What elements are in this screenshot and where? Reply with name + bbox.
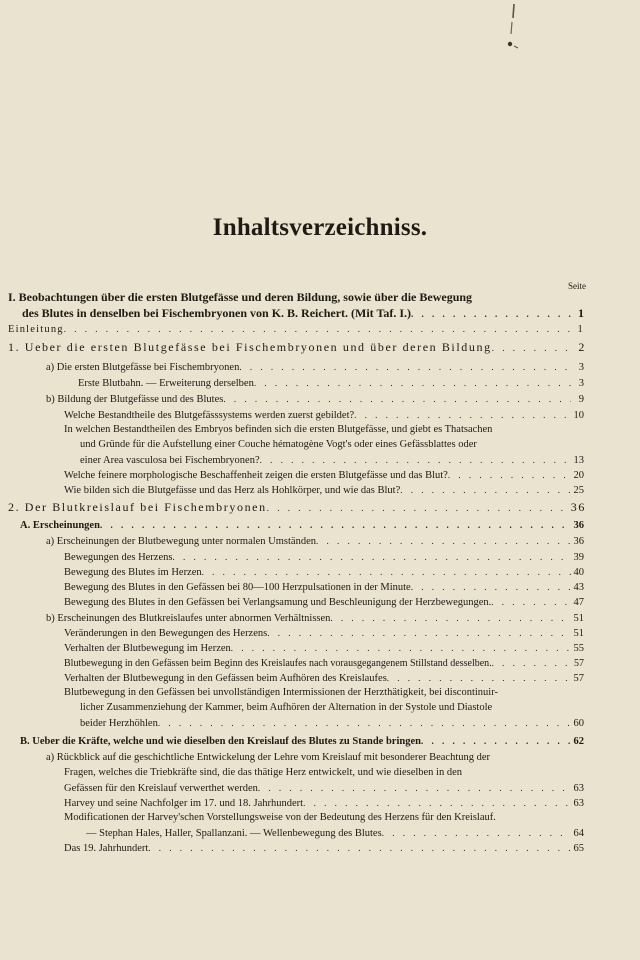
entry-text: Bewegungen des Herzens (64, 552, 173, 563)
page-number: 43 (573, 582, 584, 593)
page-number: 36 (570, 500, 586, 514)
entry-text: Erste Blutbahn. — Erweiterung derselben (78, 378, 254, 389)
entry-text: b) Bildung der Blutgefässe und des Blutes (46, 394, 224, 405)
toc-entry-einleitung[interactable] (8, 322, 584, 336)
entry-text: b) Erscheinungen des Blutkreislaufes unter abnormen Verhältnissen (46, 613, 331, 624)
page-number: 51 (573, 613, 584, 624)
entry-text: Bewegung des Blutes in den Gefässen bei 80—100 Herzpulsationen in der Minute (64, 582, 411, 593)
toc-entry-Aa2[interactable] (64, 565, 584, 579)
page-number: 1 (577, 324, 584, 335)
leader-dots (411, 580, 571, 594)
page-number: 1 (578, 306, 584, 320)
page-number: 36 (573, 536, 584, 547)
leader-dots (267, 626, 570, 640)
toc-entry-1b[interactable] (46, 392, 584, 406)
entry-text: Verhalten der Blutbewegung in den Gefässen beim Aufhören des Kreislaufes (64, 673, 387, 684)
page-number: 36 (573, 520, 584, 531)
entry-text: Welche Bestandtheile des Blutgefässsystems werden zuerst gebildet? (64, 410, 355, 421)
toc-entry-Ab1[interactable] (64, 626, 584, 640)
page-number: 55 (573, 643, 584, 654)
toc-entry-part-i[interactable] (22, 306, 584, 320)
leader-dots (492, 656, 571, 670)
toc-entry-chapter-1[interactable] (8, 340, 586, 354)
entry-text: Welche feinere morphologische Beschaffenheit zeigen die ersten Blutgefässe und das Blut? (64, 470, 448, 481)
toc-entry-1b-q2[interactable] (80, 453, 584, 467)
page-number: 57 (573, 673, 584, 684)
leader-dots (260, 453, 571, 467)
toc-entry-Ba1[interactable] (64, 796, 584, 810)
entry-text: — Stephan Hales, Haller, Spallanzani. — Wellenbewegung des Blutes (86, 828, 382, 839)
page-title: Inhaltsverzeichniss. (212, 214, 428, 241)
leader-dots (202, 565, 571, 579)
page-number: 64 (573, 828, 584, 839)
entry-text: Blutbewegung in den Gefässen beim Beginn des Kreislaufes nach vorausgegangenem Stillstand desselben. (64, 658, 492, 669)
leader-dots (400, 483, 570, 497)
toc-entry-Ba2[interactable] (86, 826, 584, 840)
toc-entry-Ba3[interactable] (64, 841, 584, 855)
page-number: 20 (573, 470, 584, 481)
entry-text: Bewegung des Blutes im Herzen (64, 567, 202, 578)
toc-entry-Ba-line2: Fragen, welches die Triebkräfte sind, die das thätige Herz entwickelt, und wie dieselben in den (64, 767, 463, 778)
entry-text: des Blutes in denselben bei Fischembryonen von K. B. Reichert. (Mit Taf. I.) (22, 306, 412, 320)
entry-text: beider Herzhöhlen (80, 718, 158, 729)
leader-dots (448, 468, 571, 482)
leader-dots (239, 360, 571, 374)
toc-entry-1b-q3[interactable] (64, 468, 584, 482)
leader-dots (492, 341, 573, 354)
page-number: 47 (573, 597, 584, 608)
page-number: 60 (573, 718, 584, 729)
entry-text: a) Die ersten Blutgefässe bei Fischembryonen (46, 362, 240, 373)
toc-entry-Ba2-line1: Modificationen der Harvey'schen Vorstellungsweise von der Bedeutung des Herzens für den Kreislauf. (64, 812, 496, 823)
ink-mark-icon (500, 2, 524, 54)
toc-entry-Ab5-line1: Blutbewegung in den Gefässen bei unvollständigen Intermissionen der Herzthätigkeit, bei discontinuir- (64, 687, 498, 698)
entry-text: 1. Ueber die ersten Blutgefässe bei Fischembryonen und über deren Bildung (8, 340, 492, 354)
page-number: 10 (573, 410, 584, 421)
leader-dots (387, 671, 571, 685)
entry-text: Veränderungen in den Bewegungen des Herzens (64, 628, 268, 639)
toc-entry-Ba[interactable] (64, 781, 584, 795)
entry-text: Verhalten der Blutbewegung im Herzen (64, 643, 231, 654)
entry-text: a) Erscheinungen der Blutbewegung unter normalen Umständen (46, 536, 317, 547)
leader-dots (148, 841, 570, 855)
leader-dots (411, 307, 571, 320)
entry-text: 2. Der Blutkreislauf bei Fischembryonen (8, 500, 267, 514)
leader-dots (354, 408, 570, 422)
entry-text: einer Area vasculosa bei Fischembryonen? (80, 455, 260, 466)
seite-label: Seite (568, 281, 586, 291)
toc-entry-Aa4[interactable] (64, 595, 584, 609)
leader-dots (172, 550, 570, 564)
toc-entry-chapter-2[interactable] (8, 500, 586, 514)
toc-entry-1b-q4[interactable] (64, 483, 584, 497)
toc-entry-Ab4[interactable] (64, 671, 584, 685)
leader-dots (223, 392, 571, 406)
leader-dots (258, 781, 571, 795)
page-number: 39 (573, 552, 584, 563)
entry-text: Wie bilden sich die Blutgefässe und das Herz als Hohlkörper, und wie das Blut? (64, 485, 401, 496)
entry-text: B. Ueber die Kräfte, welche und wie dieselben den Kreislauf des Blutes zu Stande bringen (20, 736, 421, 747)
toc-entry-Ab3[interactable] (64, 656, 584, 670)
leader-dots (158, 716, 571, 730)
toc-entry-1a-sub[interactable] (78, 376, 584, 390)
toc-entry-1b-q1[interactable] (64, 408, 584, 422)
toc-entry-B[interactable] (20, 734, 584, 748)
leader-dots (316, 534, 570, 548)
page-number: 62 (573, 736, 584, 747)
entry-text: A. Erscheinungen (20, 520, 100, 531)
leader-dots (421, 734, 571, 748)
entry-text: Das 19. Jahrhundert (64, 843, 149, 854)
entry-text: Bewegung des Blutes in den Gefässen bei Verlangsamung und Beschleunigung der Herzbewegungen. (64, 597, 492, 608)
leader-dots (330, 611, 570, 625)
page-number: 3 (578, 362, 584, 373)
page-number: 40 (573, 567, 584, 578)
toc-entry-Aa1[interactable] (64, 550, 584, 564)
page-number: 13 (573, 455, 584, 466)
page-number: 25 (573, 485, 584, 496)
page-number: 57 (574, 658, 584, 669)
page-number: 63 (573, 798, 584, 809)
leader-dots (491, 595, 570, 609)
entry-text: Einleitung (8, 324, 64, 335)
leader-dots (267, 501, 568, 514)
leader-dots (231, 641, 571, 655)
part-i-title-line1: I. Beobachtungen über die ersten Blutgefässe und deren Bildung, sowie über die Bewegung (8, 290, 473, 304)
leader-dots (254, 376, 571, 390)
entry-text: Gefässen für den Kreislauf verwerthet werden (64, 783, 258, 794)
page-number: 51 (573, 628, 584, 639)
page-number: 2 (578, 340, 586, 354)
toc-entry-1b-q2-line2: und Gründe für die Aufstellung einer Couche hématogène Vogt's oder eines Gefässblattes oder (80, 439, 477, 450)
page-number: 65 (573, 843, 584, 854)
toc-entry-Ab2[interactable] (64, 641, 584, 655)
toc-entry-Ba-line1: a) Rückblick auf die geschichtliche Entwickelung der Lehre vom Kreislauf mit besonderer Beachtung der (46, 752, 491, 763)
leader-dots (382, 826, 571, 840)
leader-dots (100, 518, 571, 532)
leader-dots (303, 796, 570, 810)
toc-entry-Ab5[interactable] (80, 716, 584, 730)
toc-entry-Ab5-line2: licher Zusammenziehung der Kammer, beim Aufhören der Alternation in der Systole und Diastole (80, 702, 493, 713)
entry-text: Harvey und seine Nachfolger im 17. und 18. Jahrhundert (64, 798, 304, 809)
leader-dots (64, 322, 571, 336)
toc-entry-1a[interactable] (46, 360, 584, 374)
page-number: 3 (578, 378, 584, 389)
toc-entry-A[interactable] (20, 518, 584, 532)
page-number: 63 (573, 783, 584, 794)
toc-entry-Ab[interactable] (46, 611, 584, 625)
toc-entry-Aa[interactable] (46, 534, 584, 548)
toc-entry-Aa3[interactable] (64, 580, 584, 594)
toc-entry-1b-q2-line1: In welchen Bestandtheilen des Embryos befinden sich die ersten Blutgefässe, und giebt es Thatsachen (64, 424, 493, 435)
page-number: 9 (578, 394, 584, 405)
